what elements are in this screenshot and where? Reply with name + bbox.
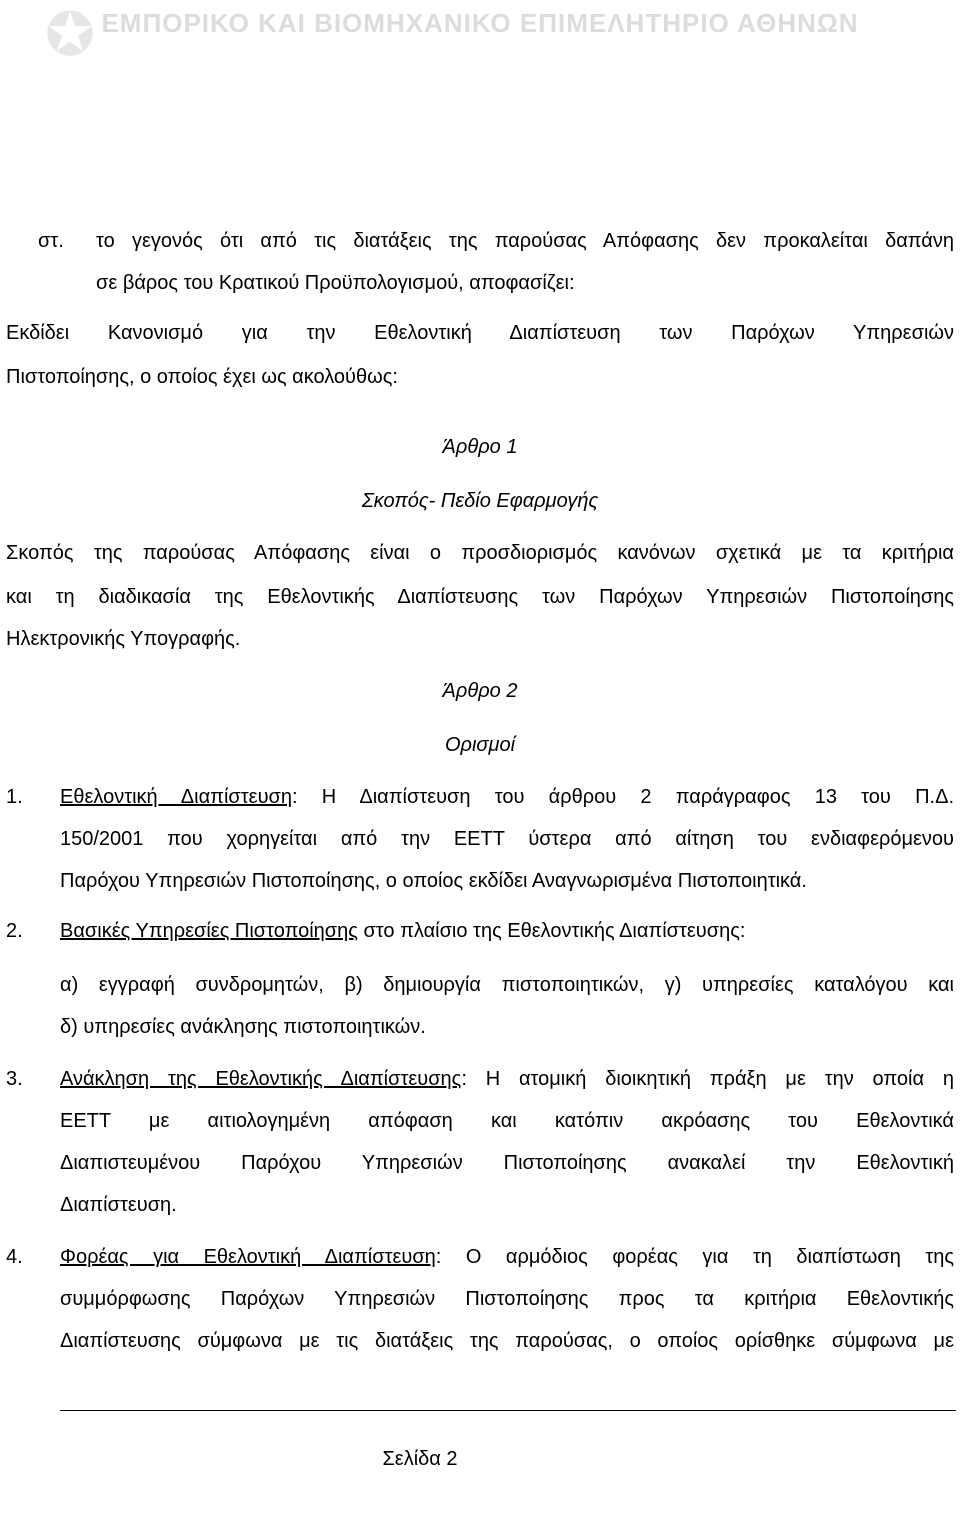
definition-3-line-1-rest: : Η ατομική διοικητική πράξη με την οποία η [461,1068,954,1090]
definition-2-term: Βασικές Υπηρεσίες Πιστοποίησης [60,920,358,942]
definition-3-line-2: ΕΕΤΤ με αιτιολογημένη απόφαση και κατόπιν ακρόασης του Εθελοντικά [60,1110,954,1132]
definition-4-line-3: Διαπίστευσης σύμφωνα με τις διατάξεις της παρούσας, ο οποίος ορίσθηκε σύμφωνα με [60,1330,954,1352]
definition-2-number: 2. [6,920,23,942]
definition-4-term: Φορέας για Εθελοντική Διαπίστευση [60,1246,436,1268]
decision-line-2: Πιστοποίησης, ο οποίος έχει ως ακολούθως: [6,366,398,388]
article-1-line-3: Ηλεκτρονικής Υπογραφής. [6,628,241,650]
definition-2-line-2: α) εγγραφή συνδρομητών, β) δημιουργία πιστοποιητικών, γ) υπηρεσίες καταλόγου και [60,974,954,996]
definition-1-line-1-rest: : Η Διαπίστευση του άρθρου 2 παράγραφος 13 του Π.Δ. [291,786,955,808]
article-1-subheading: Σκοπός- Πεδίο Εφαρμογής [361,490,599,512]
definition-4-line-2: συμμόρφωσης Παρόχων Υπηρεσιών Πιστοποίησης προς τα κριτήρια Εθελοντικής [60,1288,954,1310]
definition-1-number: 1. [6,786,23,808]
article-2-subheading: Ορισμοί [444,734,516,756]
page-number: Σελίδα 2 [382,1448,458,1470]
definition-3-line-4: Διαπίστευση. [60,1194,177,1216]
article-1-heading: Άρθρο 1 [442,436,518,458]
header-watermark: ΕΜΠΟΡΙΚΟ ΚΑΙ ΒΙΟΜΗΧΑΝΙΚΟ ΕΠΙΜΕΛΗΤΗΡΙΟ ΑΘΗΝΩΝ [101,8,859,38]
definition-1-line-3: Παρόχου Υπηρεσιών Πιστοποίησης, ο οποίος εκδίδει Αναγνωρισμένα Πιστοποιητικά. [60,870,807,892]
definition-1-line-2: 150/2001 που χορηγείται από την ΕΕΤΤ ύστερα από αίτηση του ενδιαφερόμενου [60,828,954,850]
intro-item-line-1: το γεγονός ότι από τις διατάξεις της παρούσας Απόφασης δεν προκαλείται δαπάνη [96,230,954,252]
definition-4-number: 4. [6,1246,23,1268]
definition-3-number: 3. [6,1068,23,1090]
definition-4-line-1-rest: : Ο αρμόδιος φορέας για τη διαπίστωση της [435,1246,954,1268]
article-1-line-1: Σκοπός της παρούσας Απόφασης είναι ο προσδιορισμός κανόνων σχετικά με τα κριτήρια [6,542,954,564]
definition-3-term: Ανάκληση της Εθελοντικής Διαπίστευσης [60,1068,462,1090]
intro-item-line-2: σε βάρος του Κρατικού Προϋπολογισμού, αποφασίζει: [96,272,575,294]
item-marker: στ. [38,230,64,252]
footer-rule [60,1410,956,1411]
definition-3-line-3: Διαπιστευμένου Παρόχου Υπηρεσιών Πιστοποίησης ανακαλεί την Εθελοντική [60,1152,954,1174]
definition-3-line-1 [60,1068,954,1091]
definition-2-line-3: δ) υπηρεσίες ανάκλησης πιστοποιητικών. [60,1016,426,1038]
article-2-heading: Άρθρο 2 [442,680,518,702]
definition-2-line-1-rest: στο πλαίσιο της Εθελοντικής Διαπίστευσης: [357,920,746,942]
decision-line-1: Εκδίδει Κανονισμό για την Εθελοντική Διαπίστευση των Παρόχων Υπηρεσιών [6,322,954,344]
definition-2-line-1 [60,920,745,943]
definition-4-line-1 [60,1246,954,1269]
definition-1-line-1 [60,786,954,809]
article-1-line-2: και τη διαδικασία της Εθελοντικής Διαπίστευσης των Παρόχων Υπηρεσιών Πιστοποίησης [6,586,954,608]
definition-1-term: Εθελοντική Διαπίστευση [60,786,292,808]
watermark-logo-icon: ✪ [44,1,96,68]
